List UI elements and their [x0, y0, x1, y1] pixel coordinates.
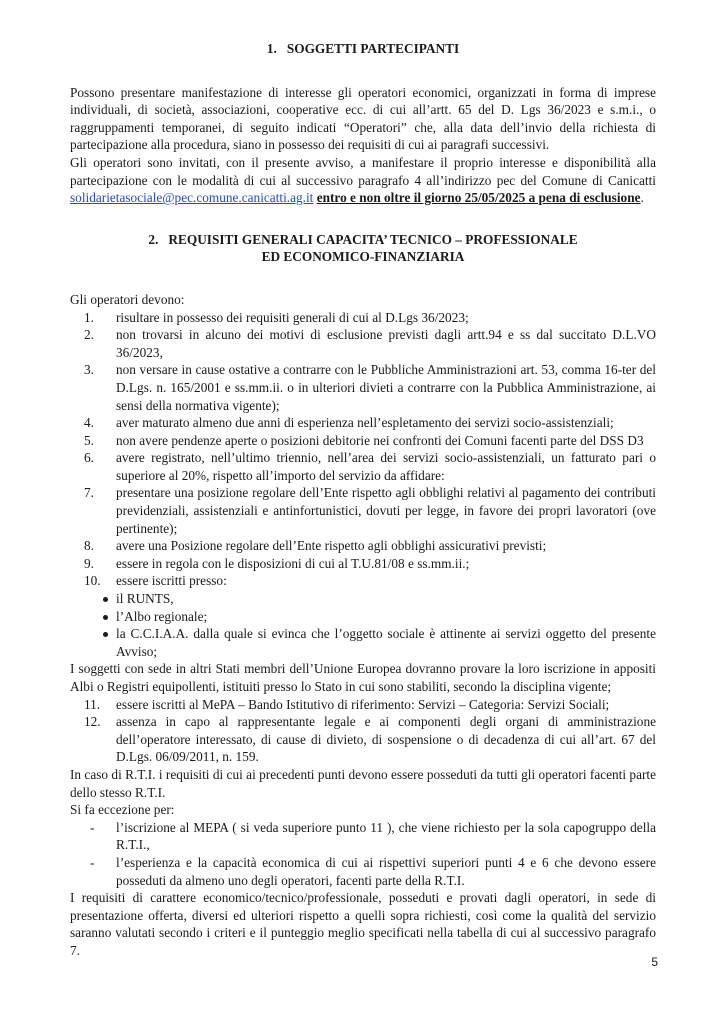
exception-text: l’iscrizione al MEPA ( si veda superiore punto 11 ), che viene richiesto per la sola capogruppo della R.T.I., — [116, 819, 656, 853]
section-2-number: 2. — [148, 231, 159, 247]
registry-text: l’Albo regionale; — [116, 608, 208, 624]
dash-marker: - — [90, 819, 95, 835]
bullet-icon — [103, 632, 108, 637]
requirement-text: avere una Posizione regolare dell’Ente rispetto agli obblighi assicurativi previsti; — [116, 538, 547, 554]
registry-item — [70, 625, 656, 660]
requirement-text: non versare in cause ostative a contrarre con le Pubbliche Amministrazioni art. 53, comma 16-ter del D.Lgs. n. 165/2001 e ss.mm.ii. o in ulteriori divieti a contrarre con la Pubblica Amministrazione, ai sensi della normativa vigente); — [116, 362, 656, 413]
requirement-item-6 — [70, 449, 656, 484]
section-1-paragraph-1: Possono presentare manifestazione di interesse gli operatori economici, organizzati in forma di imprese individuali, di società, associazioni, cooperative ecc. di cui all’artt. 65 del D. Lgs 36/2023 e s.m.i., o raggruppamenti temporanei, di seguito indicati “Operatori” che, alla data dell’invio della richiesta di partecipazione alla procedura, siano in possesso dei requisiti di cui ai paragrafi successivi. — [70, 84, 656, 153]
exception-item — [70, 819, 656, 854]
requirement-number: 7. — [84, 485, 94, 501]
section-1-number: 1. — [266, 41, 277, 56]
page-number: 5 — [651, 955, 658, 969]
requirement-number: 12. — [84, 714, 101, 730]
section-1-paragraph-2 — [70, 154, 656, 207]
exception-intro: Si fa eccezione per: — [70, 802, 175, 818]
requirement-item-7 — [70, 484, 656, 537]
document-page — [70, 40, 656, 960]
requirement-number: 4. — [84, 415, 94, 431]
section-1-heading — [70, 40, 656, 58]
requirement-text: non trovarsi in alcuno dei motivi di esclusione previsti dagli artt.94 e ss dal succitato D.L.VO 36/2023, — [116, 327, 656, 360]
requirement-number: 5. — [84, 432, 94, 448]
eu-note: I soggetti con sede in altri Stati membri dell’Unione Europea dovranno provare la loro iscrizione in appositi Albi o Registri equipollenti, istituiti presso lo Stato in cui sono stabiliti, secondo la disciplina vigente; — [70, 661, 656, 694]
requirement-number: 9. — [84, 555, 94, 571]
deadline-period: . — [640, 190, 644, 206]
requirement-number: 6. — [84, 450, 94, 466]
requirement-text: essere iscritti al MePA – Bando Istitutivo di riferimento: Servizi – Categoria: Servizi Sociali; — [116, 696, 610, 712]
deadline-text: entro e non oltre il giorno 25/05/2025 a pena di esclusione — [316, 190, 641, 206]
requirement-item-12 — [70, 713, 656, 766]
requirement-text: assenza in capo al rappresentante legale e ai componenti degli organi di amministrazione dell’operatore interessato, di cause di divieto, di sospensione o di decadenza di cui all’art. 67 del D.Lgs. 06/09/2011, n. 159. — [116, 714, 656, 765]
requirement-number: 8. — [84, 538, 94, 554]
requirement-item-4 — [70, 414, 656, 432]
bullet-icon — [103, 615, 108, 620]
requirement-item-1 — [70, 309, 656, 327]
exception-item — [70, 854, 656, 889]
requirement-number: 1. — [84, 309, 94, 325]
requirement-text: aver maturato almeno due anni di esperienza nell’espletamento dei servizi socio-assistenziali; — [116, 415, 614, 431]
exceptions-list — [70, 819, 656, 889]
requirement-number: 10. — [84, 573, 101, 589]
requirement-text: essere in regola con le disposizioni di cui al T.U.81/08 e ss.mm.ii.; — [116, 555, 470, 571]
requirement-item-2 — [70, 326, 656, 361]
requirement-item-5 — [70, 432, 656, 450]
requirement-item-8 — [70, 537, 656, 555]
requirement-text: presentare una posizione regolare dell’Ente rispetto agli obblighi relativi al pagamento dei contributi previdenziali, assistenziali e antinfortunistici, dovuti per legge, in favore dei propri lavoratori (ove pertinente); — [116, 485, 656, 536]
registry-item — [70, 590, 656, 608]
requirements-list-continued — [70, 696, 656, 766]
requirement-number: 3. — [84, 362, 94, 378]
registry-text: il RUNTS, — [116, 591, 174, 607]
registry-item — [70, 608, 656, 626]
requirement-item-11 — [70, 696, 656, 714]
requirements-list — [70, 309, 656, 591]
section-2-title-text-1: REQUISITI GENERALI CAPACITA’ TECNICO – PROFESSIONALE — [168, 231, 578, 247]
requirement-item-3 — [70, 361, 656, 414]
rti-note: In caso di R.T.I. i requisiti di cui ai precedenti punti devono essere posseduti da tutti gli operatori facenti parte dello stesso R.T.I. — [70, 766, 656, 800]
pec-email-link[interactable]: solidarietasociale@pec.comune.canicatti.ag.it — [70, 190, 314, 206]
requirement-item-9 — [70, 555, 656, 573]
section-1-title: SOGGETTI PARTECIPANTI — [286, 41, 460, 56]
section-2-title-line-2: ED ECONOMICO-FINANZIARIA — [261, 249, 465, 265]
registries-list — [70, 590, 656, 660]
requirement-text: avere registrato, nell’ultimo triennio, nell’area dei servizi socio-assistenziali, un fatturato pari o superiore al 20%, rispetto all’importo del servizio da affidare: — [116, 450, 656, 483]
requirement-item-10 — [70, 572, 656, 590]
requirement-text: essere iscritti presso: — [116, 573, 227, 589]
registry-text: la C.C.I.A.A. dalla quale si evinca che l’oggetto sociale è attinente ai servizi oggetto del presente Avviso; — [116, 626, 656, 659]
bullet-icon — [103, 597, 108, 602]
requirement-number: 2. — [84, 327, 94, 343]
requirements-intro: Gli operatori devono: — [70, 291, 185, 307]
section-1-paragraph-2-text: Gli operatori sono invitati, con il presente avviso, a manifestare il proprio interesse e disponibilità alla partecipazione con le modalità di cui al successivo paragrafo 4 all’indirizzo pec del Comune di Canicatti — [70, 154, 656, 188]
section-2-title-line-1 — [70, 231, 656, 249]
section-2-heading — [70, 231, 656, 266]
closing-paragraph: I requisiti di carattere economico/tecnico/professionale, posseduti e provati dagli operatori, in sede di presentazione offerta, diversi ed ulteriori rispetto a quelli sopra richiesti, così come la qualità del servizio saranno valutati secondo i criteri e il punteggio meglio specificati nella tabella di cui al successivo paragrafo 7. — [70, 890, 656, 958]
requirement-text: risultare in possesso dei requisiti generali di cui al D.Lgs 36/2023; — [116, 309, 469, 325]
exception-text: l’esperienza e la capacità economica di cui ai rispettivi superiori punti 4 e 6 che devono essere posseduti da almeno uno degli operatori, facenti parte della R.T.I. — [116, 854, 656, 888]
dash-marker: - — [90, 854, 95, 870]
requirement-number: 11. — [84, 696, 101, 712]
requirement-text: non avere pendenze aperte o posizioni debitorie nei confronti dei Comuni facenti parte del DSS D3 — [116, 432, 644, 448]
